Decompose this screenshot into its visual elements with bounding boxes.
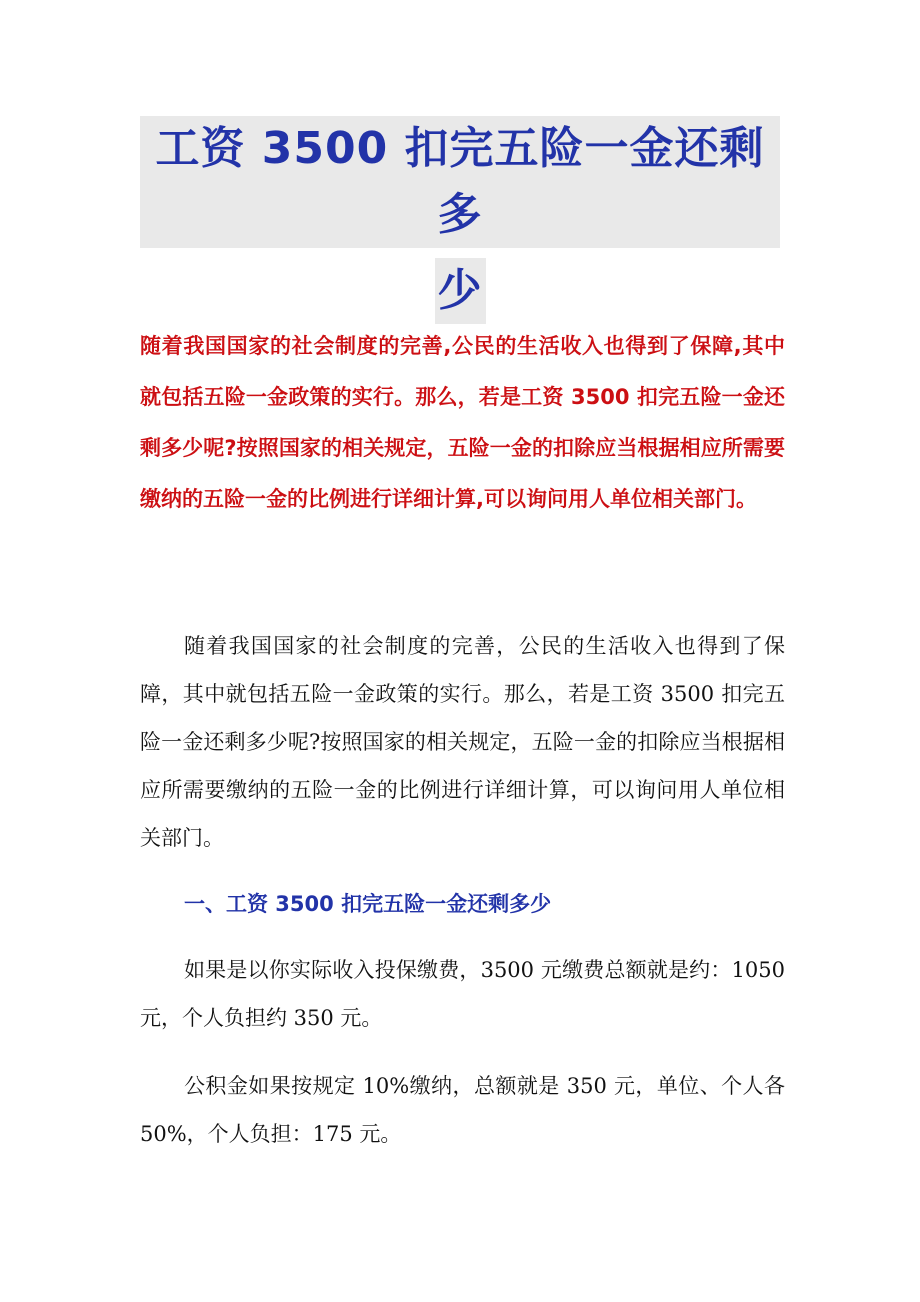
body-paragraph-1: 随着我国国家的社会制度的完善，公民的生活收入也得到了保障，其中就包括五险一金政策的实行。那么，若是工资 3500 扣完五险一金还剩多少呢?按照国家的相关规定，五险一金的扣除应当根据相应所需要缴纳的五险一金的比例进行详细计算，可以询问用人单位相关部门。 [140, 634, 785, 850]
document-title [140, 116, 780, 324]
title-line-2: 少 [435, 258, 486, 324]
body-paragraph-3: 公积金如果按规定 10%缴纳，总额就是 350 元，单位、个人各 50%，个人负担：175 元。 [140, 1074, 785, 1146]
section-heading-1: 一、工资 3500 扣完五险一金还剩多少 [184, 892, 552, 916]
title-line-1: 工资 3500 扣完五险一金还剩多 [140, 116, 780, 248]
summary-paragraph: 随着我国国家的社会制度的完善,公民的生活收入也得到了保障,其中就包括五险一金政策的实行。那么，若是工资 3500 扣完五险一金还剩多少呢?按照国家的相关规定，五险一金的扣除应当根据相应所需要缴纳的五险一金的比例进行详细计算,可以询问用人单位相关部门。 [140, 334, 785, 511]
body-paragraph-2: 如果是以你实际收入投保缴费，3500 元缴费总额就是约：1050 元，个人负担约 350 元。 [140, 958, 785, 1030]
